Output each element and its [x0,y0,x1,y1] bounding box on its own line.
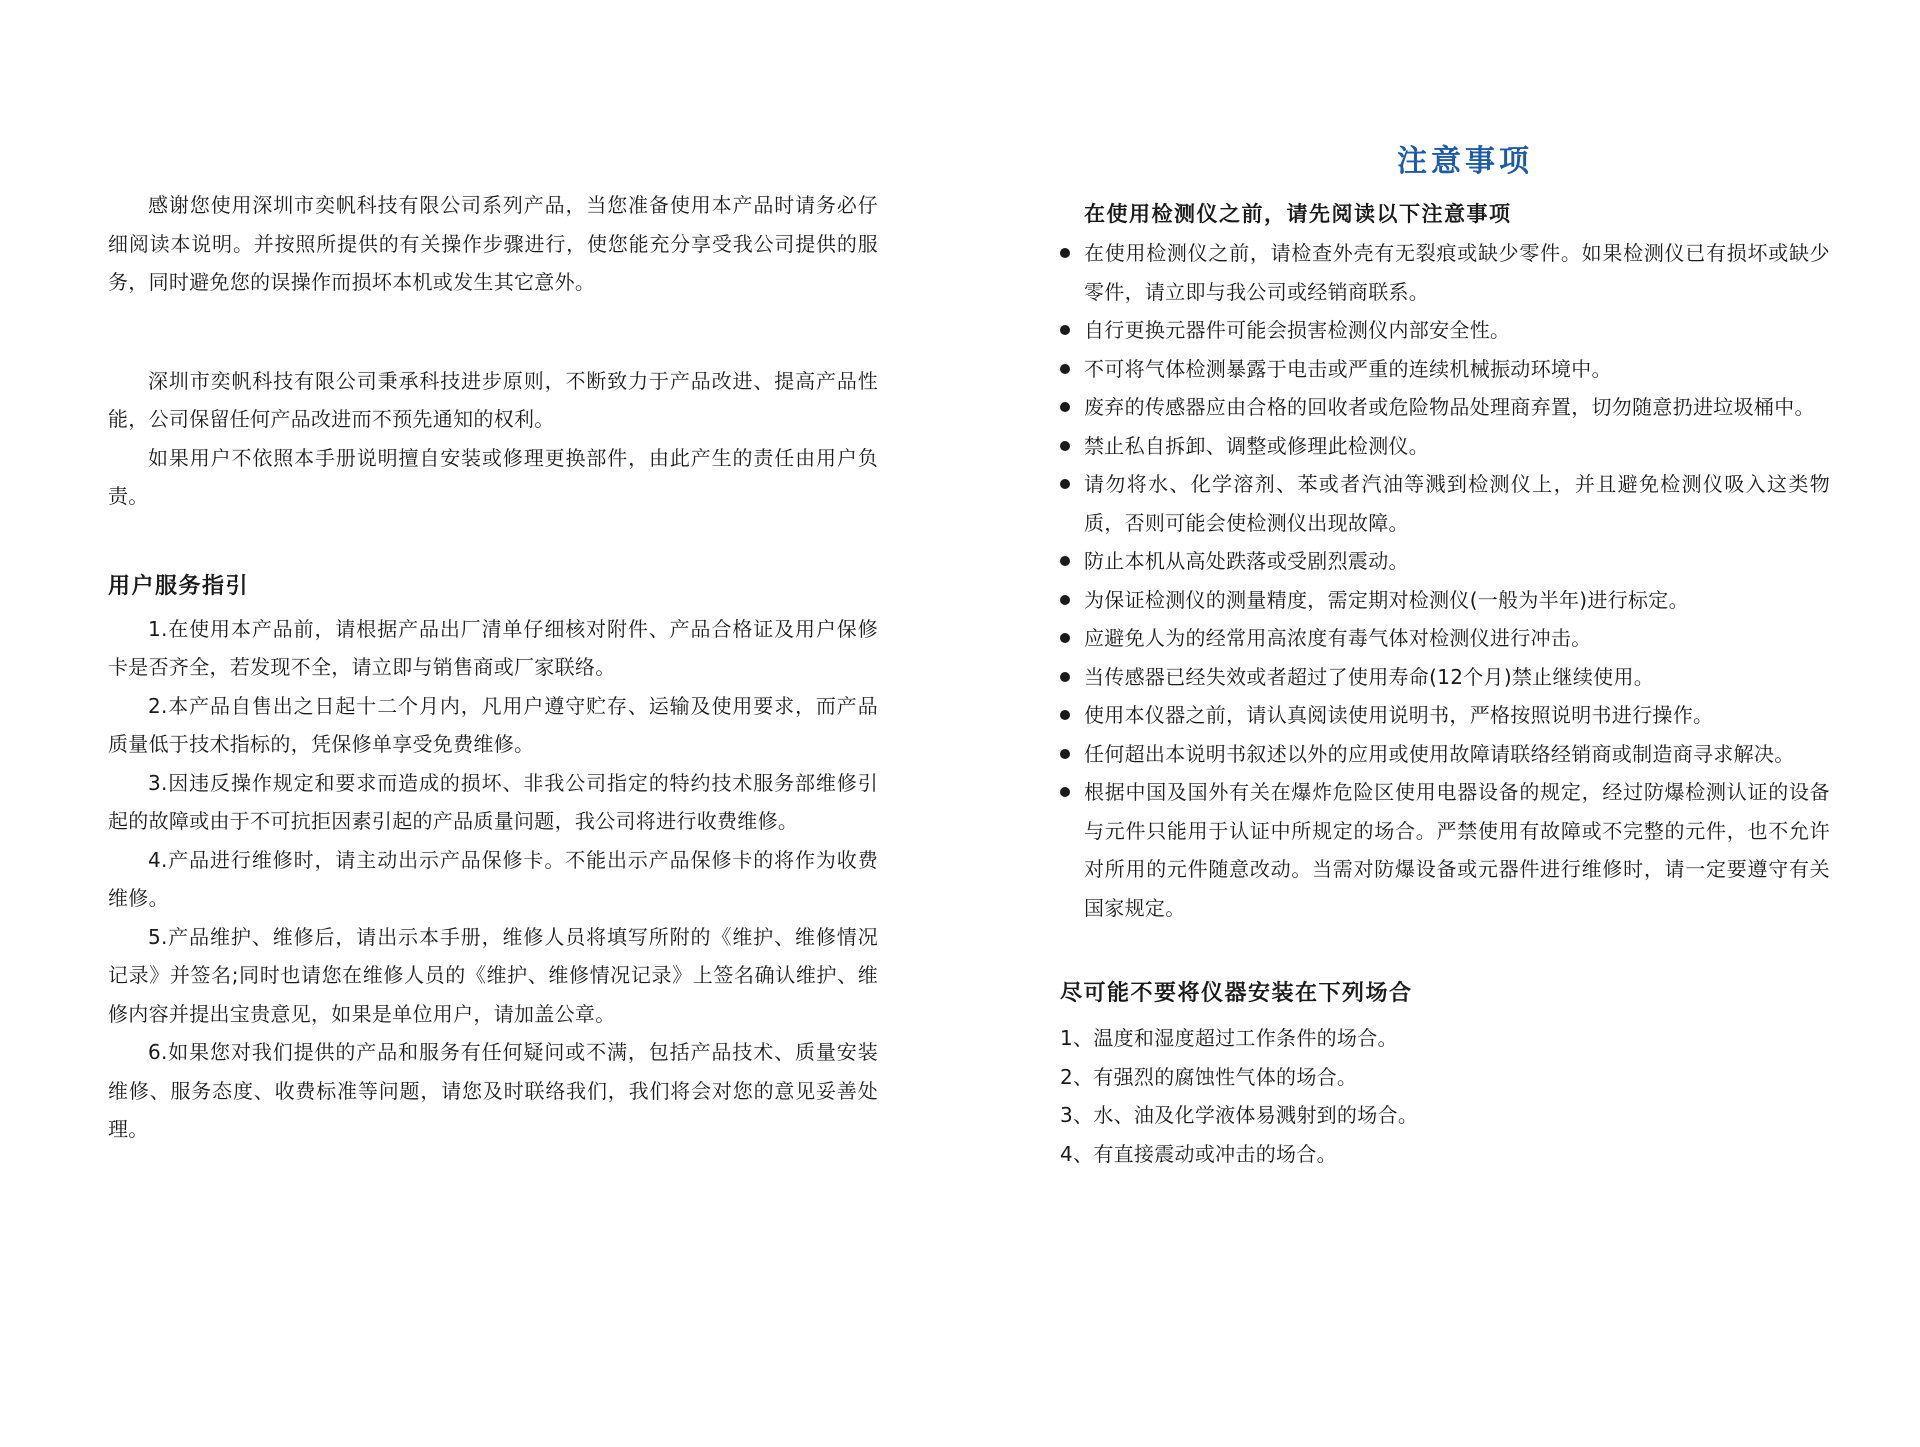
list-item [1060,658,1830,697]
list-item [1060,735,1830,774]
intro-paragraph-company: 深圳市奕帆科技有限公司秉承科技进步原则，不断致力于产品改进、提高产品性能，公司保留任何产品改进而不预先通知的权利。 [108,368,878,431]
note-text: 请勿将水、化学溶剂、苯或者汽油等溅到检测仪上，并且避免检测仪吸入这类物质，否则可能会使检测仪出现故障。 [1084,472,1830,535]
list-item [1060,619,1830,658]
list-item [1060,350,1830,389]
note-text: 废弃的传感器应由合格的回收者或危险物品处理商弃置，切勿随意扔进垃圾桶中。 [1084,395,1815,419]
note-text: 任何超出本说明书叙述以外的应用或使用故障请联络经销商或制造商寻求解决。 [1084,741,1795,766]
note-text: 防止本机从高处跌落或受剧烈震动。 [1084,549,1409,573]
bullet-icon [1060,595,1070,605]
note-text: 根据中国及国外有关在爆炸危险区使用电器设备的规定，经过防爆检测认证的设备与元件只能用于认证中所规定的场合。严禁使用有故障或不完整的元件，也不允许对所用的元件随意改动。当需对防爆设备或元器件进行维修时，请一定要遵守有关国家规定。 [1084,780,1830,920]
note-text: 使用本仪器之前，请认真阅读使用说明书，严格按照说明书进行操作。 [1084,703,1714,727]
list-item [1060,773,1830,927]
bullet-icon [1060,556,1070,566]
list-item [1060,427,1830,466]
service-item-5: 5.产品维护、维修后，请出示本手册，维修人员将填写所附的《维护、维修情况记录》并签名;同时也请您在维修人员的《维护、维修情况记录》上签名确认维护、维修内容并提出宝贵意见，如果是单位用户，请加盖公章。 [108,924,878,1026]
place-item-2: 2、有强烈的腐蚀性气体的场合。 [1060,1064,1358,1089]
spacer [108,516,878,568]
list-item [1060,696,1830,735]
bullet-icon [1060,787,1070,797]
note-text: 禁止私自拆卸、调整或修理此检测仪。 [1084,433,1430,458]
note-text: 当传感器已经失效或者超过了使用寿命(12个月)禁止继续使用。 [1084,664,1655,689]
note-text: 不可将气体检测暴露于电击或严重的连续机械振动环境中。 [1084,356,1612,381]
service-item-4: 4.产品进行维修时，请主动出示产品保修卡。不能出示产品保修卡的将作为收费维修。 [108,847,878,910]
place-item-4: 4、有直接震动或冲击的场合。 [1060,1141,1337,1166]
list-item [1060,234,1830,311]
bullet-icon [1060,749,1070,759]
intro-paragraph-liability: 如果用户不依照本手册说明擅自安装或修理更换部件，由此产生的责任由用户负责。 [108,445,878,508]
places-title: 尽可能不要将仪器安装在下列场合 [1060,981,1413,1006]
right-page [1060,138,1830,1173]
bullet-icon [1060,325,1070,335]
list-item [1060,388,1830,427]
bullet-icon [1060,710,1070,720]
bullet-icon [1060,479,1070,489]
bullet-icon [1060,248,1070,258]
service-item-6: 6.如果您对我们提供的产品和服务有任何疑问或不满，包括产品技术、质量安装维修、服务态度、收费标准等问题，请您及时联络我们，我们将会对您的意见妥善处理。 [108,1040,878,1141]
precautions-list [1060,234,1830,927]
service-item-2: 2.本产品自售出之日起十二个月内，凡用户遵守贮存、运输及使用要求，而产品质量低于技术指标的，凭保修单享受免费维修。 [108,693,878,756]
note-text: 为保证检测仪的测量精度，需定期对检测仪(一般为半年)进行标定。 [1084,587,1689,612]
bullet-icon [1060,441,1070,451]
bullet-icon [1060,402,1070,412]
precautions-title: 注意事项 [1397,144,1533,179]
list-item [1060,311,1830,350]
list-item [1060,542,1830,581]
bullet-icon [1060,672,1070,682]
place-item-1: 1、温度和湿度超过工作条件的场合。 [1060,1026,1398,1050]
note-text: 在使用检测仪之前，请检查外壳有无裂痕或缺少零件。如果检测仪已有损坏或缺少零件，请立即与我公司或经销商联系。 [1084,241,1830,304]
bullet-icon [1060,633,1070,643]
bullet-icon [1060,364,1070,374]
precautions-subtitle: 在使用检测仪之前，请先阅读以下注意事项 [1084,202,1512,226]
note-text: 应避免人为的经常用高浓度有毒气体对检测仪进行冲击。 [1084,626,1592,650]
intro-paragraph-thanks: 感谢您使用深圳市奕帆科技有限公司系列产品，当您准备使用本产品时请务必仔细阅读本说明。并按照所提供的有关操作步骤进行，使您能充分享受我公司提供的服务，同时避免您的误操作而损坏本机或发生其它意外。 [108,193,878,294]
place-item-3: 3、水、油及化学液体易溅射到的场合。 [1060,1103,1419,1127]
service-guide-title: 用户服务指引 [108,573,250,599]
spacer [108,302,878,362]
service-item-3: 3.因违反操作规定和要求而造成的损坏、非我公司指定的特约技术服务部维修引起的故障或由于不可抗拒因素引起的产品质量问题，我公司将进行收费维修。 [108,770,878,833]
left-page [108,186,878,1149]
list-item [1060,465,1830,542]
list-item [1060,581,1830,620]
service-item-1: 1.在使用本产品前，请根据产品出厂清单仔细核对附件、产品合格证及用户保修卡是否齐全，若发现不全，请立即与销售商或厂家联络。 [108,616,878,679]
note-text: 自行更换元器件可能会损害检测仪内部安全性。 [1084,318,1511,342]
